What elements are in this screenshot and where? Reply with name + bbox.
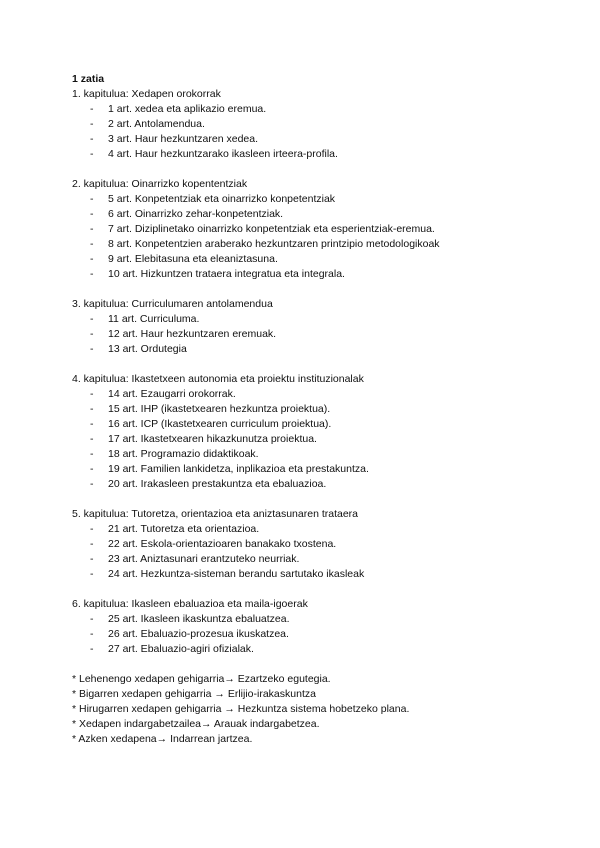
part-title: 1 zatia: [72, 73, 105, 85]
chapter-title: 5. kapitulua: Tutoretza, orientazioa eta aniztasunaren trataera: [72, 508, 359, 520]
article-text: 2 art. Antolamendua.: [108, 118, 205, 130]
list-dash: -: [90, 253, 94, 265]
chapter-list: [72, 87, 572, 657]
article-item: [72, 102, 572, 117]
article-text: 3 art. Haur hezkuntzaren xedea.: [108, 133, 259, 145]
article-item: [72, 432, 572, 447]
article-item: [72, 612, 572, 627]
article-item: [72, 522, 572, 537]
article-text: 17 art. Ikastetxearen hikazkunutza proiektua.: [108, 433, 317, 445]
article-item: [72, 537, 572, 552]
article-text: 23 art. Aniztasunari erantzuteko neurriak.: [108, 553, 300, 565]
list-dash: -: [90, 238, 94, 250]
article-text: 26 art. Ebaluazio-prozesua ikuskatzea.: [108, 628, 289, 640]
article-text: 13 art. Ordutegia: [108, 343, 187, 355]
article-item: [72, 207, 572, 222]
article-text: 5 art. Konpetentziak eta oinarrizko konpetentziak: [108, 193, 336, 205]
annex-item: * Azken xedapena→ Indarrean jartzea.: [72, 733, 253, 745]
list-dash: -: [90, 613, 94, 625]
article-text: 16 art. ICP (Ikastetxearen curriculum proiektua).: [108, 418, 332, 430]
chapter-6: [72, 597, 572, 657]
chapter-title: 4. kapitulua: Ikastetxeen autonomia eta proiektu instituzionalak: [72, 373, 364, 385]
list-dash: -: [90, 418, 94, 430]
list-dash: -: [90, 388, 94, 400]
article-item: [72, 642, 572, 657]
list-dash: -: [90, 208, 94, 220]
list-dash: -: [90, 553, 94, 565]
article-item: [72, 567, 572, 582]
list-dash: -: [90, 463, 94, 475]
list-dash: -: [90, 313, 94, 325]
chapter-4: [72, 372, 572, 492]
article-text: 27 art. Ebaluazio-agiri ofizialak.: [108, 643, 254, 655]
article-text: 22 art. Eskola-orientazioaren banakako txostena.: [108, 538, 337, 550]
article-item: [72, 552, 572, 567]
article-text: 9 art. Elebitasuna eta eleaniztasuna.: [108, 253, 278, 265]
article-item: [72, 417, 572, 432]
annex-item: * Xedapen indargabetzailea→ Arauak indargabetzea.: [72, 718, 320, 730]
article-text: 11 art. Curriculuma.: [108, 313, 200, 325]
article-item: [72, 627, 572, 642]
article-item: [72, 147, 572, 162]
article-text: 25 art. Ikasleen ikaskuntza ebaluatzea.: [108, 613, 290, 625]
article-item: [72, 477, 572, 492]
article-item: [72, 252, 572, 267]
list-dash: -: [90, 328, 94, 340]
article-item: [72, 387, 572, 402]
article-item: [72, 312, 572, 327]
list-dash: -: [90, 403, 94, 415]
article-item: [72, 132, 572, 147]
article-item: [72, 237, 572, 252]
article-item: [72, 117, 572, 132]
annex-list: [72, 672, 572, 747]
list-dash: -: [90, 148, 94, 160]
annex-item: * Hirugarren xedapen gehigarria → Hezkuntza sistema hobetzeko plana.: [72, 703, 410, 715]
article-text: 20 art. Irakasleen prestakuntza eta ebaluazioa.: [108, 478, 327, 490]
list-dash: -: [90, 478, 94, 490]
article-item: [72, 267, 572, 282]
list-dash: -: [90, 103, 94, 115]
annex-item: * Bigarren xedapen gehigarria → Erlijio-irakaskuntza: [72, 688, 316, 700]
article-item: [72, 327, 572, 342]
article-text: 18 art. Programazio didaktikoak.: [108, 448, 259, 460]
article-item: [72, 402, 572, 417]
chapter-title: 3. kapitulua: Curriculumaren antolamendua: [72, 298, 273, 310]
article-text: 12 art. Haur hezkuntzaren eremuak.: [108, 328, 277, 340]
list-dash: -: [90, 523, 94, 535]
list-dash: -: [90, 433, 94, 445]
list-dash: -: [90, 643, 94, 655]
list-dash: -: [90, 133, 94, 145]
article-item: [72, 447, 572, 462]
article-item: [72, 192, 572, 207]
article-text: 7 art. Diziplinetako oinarrizko konpetentziak eta esperientziak-eremua.: [108, 223, 435, 235]
chapter-title: 1. kapitulua: Xedapen orokorrak: [72, 88, 221, 100]
article-text: 6 art. Oinarrizko zehar-konpetentziak.: [108, 208, 284, 220]
document-page: [72, 72, 572, 747]
article-text: 24 art. Hezkuntza-sisteman berandu sartutako ikasleak: [108, 568, 365, 580]
article-text: 14 art. Ezaugarri orokorrak.: [108, 388, 236, 400]
article-text: 1 art. xedea eta aplikazio eremua.: [108, 103, 267, 115]
list-dash: -: [90, 268, 94, 280]
chapter-2: [72, 177, 572, 282]
chapter-title: 2. kapitulua: Oinarrizko kopententziak: [72, 178, 248, 190]
article-text: 21 art. Tutoretza eta orientazioa.: [108, 523, 260, 535]
article-item: [72, 222, 572, 237]
chapter-3: [72, 297, 572, 357]
list-dash: -: [90, 118, 94, 130]
article-text: 4 art. Haur hezkuntzarako ikasleen irteera-profila.: [108, 148, 338, 160]
list-dash: -: [90, 628, 94, 640]
article-item: [72, 342, 572, 357]
list-dash: -: [90, 568, 94, 580]
article-text: 19 art. Familien lankidetza, inplikazioa eta prestakuntza.: [108, 463, 369, 475]
article-text: 8 art. Konpetentzien araberako hezkuntzaren printzipio metodologikoak: [108, 238, 440, 250]
list-dash: -: [90, 193, 94, 205]
list-dash: -: [90, 538, 94, 550]
list-dash: -: [90, 343, 94, 355]
list-dash: -: [90, 448, 94, 460]
article-text: 10 art. Hizkuntzen trataera integratua eta integrala.: [108, 268, 345, 280]
article-item: [72, 462, 572, 477]
list-dash: -: [90, 223, 94, 235]
article-text: 15 art. IHP (ikastetxearen hezkuntza proiektua).: [108, 403, 331, 415]
chapter-title: 6. kapitulua: Ikasleen ebaluazioa eta maila-igoerak: [72, 598, 308, 610]
chapter-1: [72, 87, 572, 162]
annex-item: * Lehenengo xedapen gehigarria→ Ezartzeko egutegia.: [72, 673, 331, 685]
chapter-5: [72, 507, 572, 582]
